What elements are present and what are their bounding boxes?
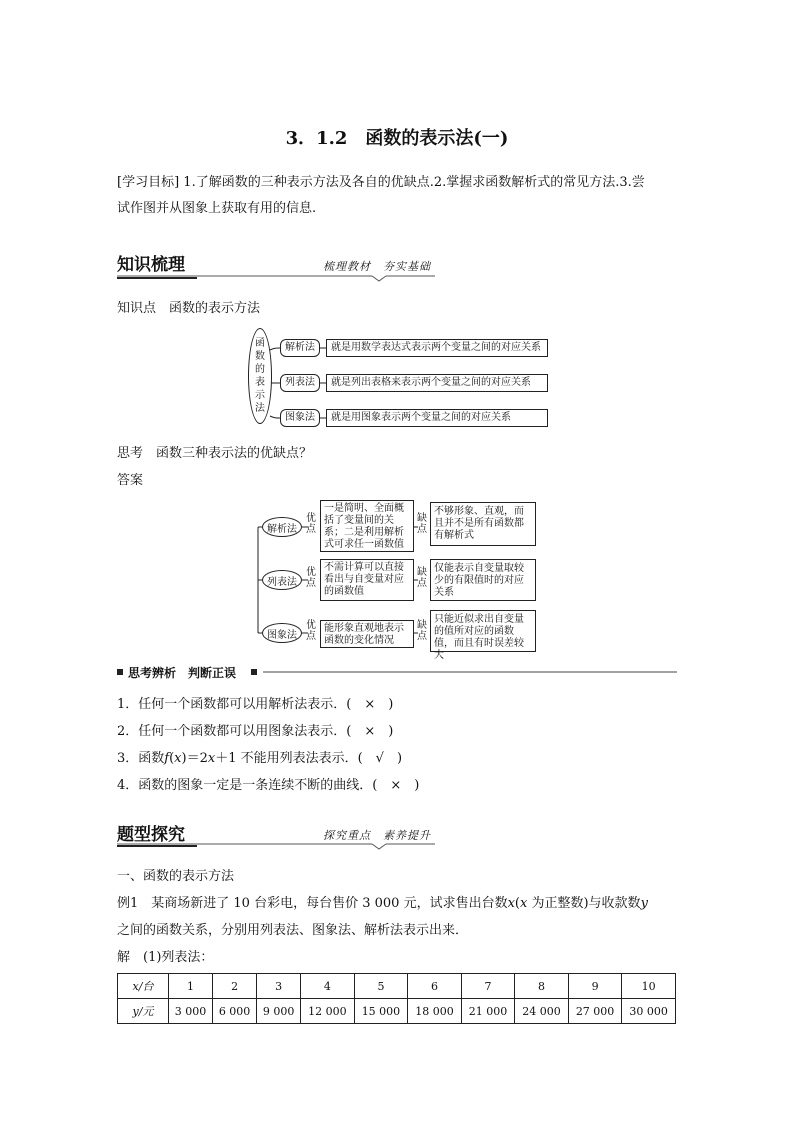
judge-item-4: 4．函数的图象一定是一条连续不断的曲线．( × ) bbox=[117, 778, 420, 793]
table-header-y: y/元 bbox=[118, 999, 169, 1024]
concept-map-center-label: 函数的表示法 bbox=[255, 338, 265, 414]
judge-item-3-pre: 3．函数 bbox=[117, 751, 165, 766]
solution-text: (1)列表法： bbox=[130, 950, 214, 965]
table-cell: 9 000 bbox=[257, 999, 301, 1024]
part-heading: 一、函数的表示方法 bbox=[117, 869, 235, 884]
think-prompt: 思考 函数三种表示法的优缺点？ bbox=[117, 446, 313, 461]
disadvantage-label: 缺点 bbox=[417, 567, 427, 589]
judge-item-3-tail: ＋1 不能用列表法表示．( √ ) bbox=[215, 751, 403, 766]
judge-item-3-x: x bbox=[174, 751, 182, 766]
table-row-y bbox=[118, 999, 676, 1024]
disadvantage-label: 缺点 bbox=[417, 513, 427, 535]
table-row-x bbox=[118, 974, 676, 999]
table-cell: 3 000 bbox=[169, 999, 213, 1024]
pros-cons-method-analytic: 解析法 bbox=[262, 517, 302, 537]
knowledge-point-label: 知识点 函数的表示方法 bbox=[117, 301, 261, 316]
method-box-analytic: 解析法 bbox=[280, 339, 320, 357]
section-underline bbox=[117, 272, 437, 282]
table-cell: 24 000 bbox=[515, 999, 569, 1024]
pros-table: 不需计算可以直接看出与自变量对应的函数值 bbox=[320, 559, 414, 601]
cons-graph: 只能近似求出自变量的值所对应的函数值，而且有时误差较大 bbox=[430, 610, 536, 652]
example-var-x: x bbox=[507, 896, 515, 911]
disadvantage-label: 缺点 bbox=[417, 620, 427, 642]
section-subtitle-knowledge: 梳理教材 夯实基础 bbox=[323, 260, 431, 273]
advantage-label: 优点 bbox=[306, 513, 316, 535]
pros-graph: 能形象直观地表示函数的变化情况 bbox=[320, 620, 414, 648]
advantage-label: 优点 bbox=[306, 620, 316, 642]
solution-label: 解 bbox=[117, 950, 131, 965]
table-cell: 8 bbox=[515, 974, 569, 999]
table-cell: 2 bbox=[213, 974, 257, 999]
table-cell: 1 bbox=[169, 974, 213, 999]
objectives-line2: 试作图并从图象上获取有用的信息. bbox=[117, 201, 317, 216]
table-cell: 3 bbox=[257, 974, 301, 999]
example-var-y: y bbox=[640, 896, 648, 911]
table-header-x: x/台 bbox=[118, 974, 169, 999]
method-box-graph: 图象法 bbox=[280, 409, 320, 427]
judge-item-1: 1．任何一个函数都可以用解析法表示．( × ) bbox=[117, 697, 394, 712]
judge-heading: 思考辨析 判断正误 bbox=[128, 666, 237, 680]
judge-item-3-f: f bbox=[164, 751, 170, 766]
objectives-tag: [学习目标] bbox=[117, 175, 180, 190]
example-line1 bbox=[117, 891, 687, 916]
section-heading-knowledge: 知识梳理 bbox=[117, 255, 185, 275]
judge-item-3-paren: ( bbox=[169, 751, 175, 766]
example-var-x2: x bbox=[520, 896, 528, 911]
objectives-line1: 1.了解函数的三种表示方法及各自的优缺点.2.掌握求函数解析式的常见方法.3.尝 bbox=[183, 175, 645, 190]
section-heading-explore: 题型探究 bbox=[117, 825, 185, 845]
advantage-label: 优点 bbox=[306, 567, 316, 589]
method-desc-table: 就是列出表格来表示两个变量之间的对应关系 bbox=[326, 374, 548, 392]
method-desc-graph: 就是用图象表示两个变量之间的对应关系 bbox=[326, 409, 548, 427]
pros-cons-method-graph: 图象法 bbox=[262, 623, 302, 643]
cons-analytic: 不够形象、直观，而且并不是所有函数都有解析式 bbox=[430, 502, 536, 546]
judge-item-3-eq: )＝2 bbox=[181, 751, 208, 766]
data-table bbox=[117, 973, 676, 1024]
solution-line bbox=[117, 945, 213, 970]
table-cell: 5 bbox=[354, 974, 408, 999]
judge-item-2: 2．任何一个函数都可以用图象法表示．( × ) bbox=[117, 724, 394, 739]
pros-analytic: 一是简明、全面概括了变量间的关系；二是利用解析式可求任一函数值 bbox=[320, 500, 414, 552]
example-text-b: ( bbox=[514, 896, 520, 911]
method-box-table: 列表法 bbox=[280, 374, 320, 392]
example-line2: 之间的函数关系，分别用列表法、图象法、解析法表示出来． bbox=[117, 923, 469, 938]
example-text-c: 为正整数)与收款数 bbox=[527, 896, 641, 911]
pros-cons-method-table: 列表法 bbox=[262, 570, 302, 590]
page-title: 3．1.2 函数的表示法(一) bbox=[285, 128, 509, 149]
concept-map-center bbox=[248, 328, 272, 424]
table-cell: 6 bbox=[408, 974, 462, 999]
example-label: 例1 bbox=[117, 896, 139, 911]
table-cell: 15 000 bbox=[354, 999, 408, 1024]
table-cell: 21 000 bbox=[461, 999, 515, 1024]
table-cell: 7 bbox=[461, 974, 515, 999]
table-cell: 9 bbox=[568, 974, 622, 999]
table-cell: 30 000 bbox=[622, 999, 676, 1024]
judge-item-3-x2: x bbox=[207, 751, 216, 766]
section-subtitle-explore: 探究重点 素养提升 bbox=[323, 829, 431, 842]
section-underline bbox=[117, 840, 437, 850]
method-desc-analytic: 就是用数学表达式表示两个变量之间的对应关系 bbox=[326, 339, 548, 357]
table-cell: 4 bbox=[301, 974, 355, 999]
learning-objectives bbox=[117, 170, 687, 195]
example-text-a: 某商场新进了 10 台彩电，每台售价 3 000 元，试求售出台数 bbox=[138, 896, 508, 911]
judge-item-3 bbox=[117, 746, 402, 771]
table-cell: 12 000 bbox=[301, 999, 355, 1024]
table-cell: 6 000 bbox=[213, 999, 257, 1024]
table-cell: 27 000 bbox=[568, 999, 622, 1024]
cons-table: 仅能表示自变量取较少的有限值时的对应关系 bbox=[430, 559, 536, 601]
answer-label: 答案 bbox=[117, 473, 144, 488]
table-cell: 18 000 bbox=[408, 999, 462, 1024]
table-cell: 10 bbox=[622, 974, 676, 999]
